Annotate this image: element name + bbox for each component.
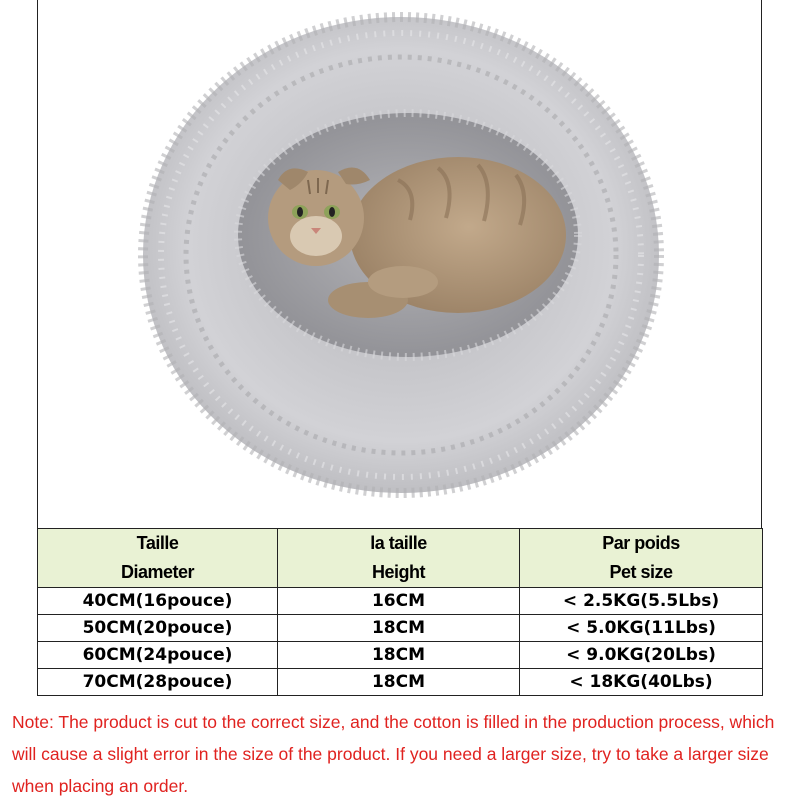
header-diameter-fr: Taille (136, 533, 179, 553)
product-photo (37, 0, 762, 528)
cell-diameter: 70CM(28pouce) (38, 669, 278, 696)
header-height (278, 529, 520, 588)
header-pet-size-en: Pet size (609, 562, 673, 582)
cell-height: 18CM (278, 642, 520, 669)
table-header-row (38, 529, 763, 588)
cell-diameter: 50CM(20pouce) (38, 615, 278, 642)
table-row (38, 642, 763, 669)
cell-height: 18CM (278, 669, 520, 696)
cell-pet-size: < 5.0KG(11Lbs) (520, 615, 763, 642)
table-row (38, 588, 763, 615)
cell-pet-size: < 9.0KG(20Lbs) (520, 642, 763, 669)
pet-bed-illustration (38, 0, 761, 528)
header-diameter (38, 529, 278, 588)
header-pet-size-fr: Par poids (602, 533, 680, 553)
size-note: Note: The product is cut to the correct size, and the cotton is filled in the production process, which will cause a slight error in the size of the product. If you need a larger size, try to take a larger size when placing an order. (12, 712, 775, 796)
size-chart-table (37, 528, 763, 696)
header-height-fr: la taille (370, 533, 427, 553)
cell-diameter: 60CM(24pouce) (38, 642, 278, 669)
header-pet-size (520, 529, 763, 588)
table-row (38, 615, 763, 642)
cell-diameter: 40CM(16pouce) (38, 588, 278, 615)
table-row (38, 669, 763, 696)
cell-height: 16CM (278, 588, 520, 615)
cell-pet-size: < 2.5KG(5.5Lbs) (520, 588, 763, 615)
header-diameter-en: Diameter (120, 562, 195, 582)
cell-height: 18CM (278, 615, 520, 642)
header-height-en: Height (372, 562, 425, 582)
cell-pet-size: < 18KG(40Lbs) (520, 669, 763, 696)
